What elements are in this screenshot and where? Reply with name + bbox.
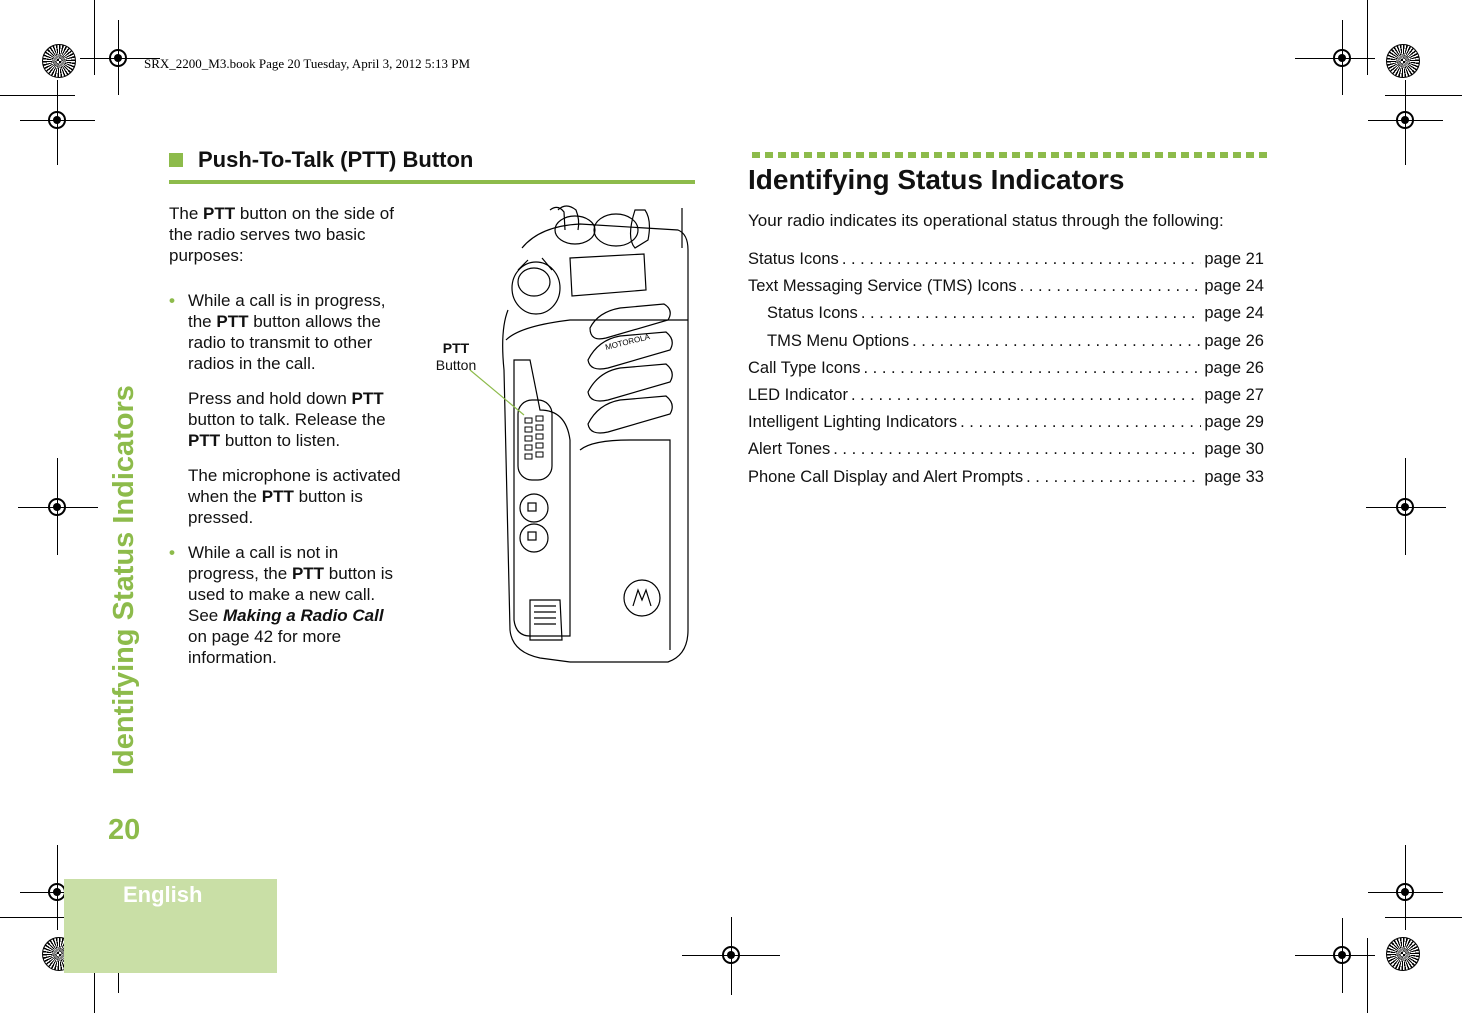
bullet-paragraph: The microphone is activated when the PTT button is pressed. [188, 466, 401, 527]
toc-page: page 26 [1204, 331, 1264, 350]
registration-mark-icon [1333, 946, 1351, 964]
heading-square-icon [169, 153, 183, 167]
toc-entry[interactable] [748, 304, 1264, 331]
toc-leader [833, 440, 1201, 459]
toc-leader [851, 386, 1201, 405]
toc-page: page 26 [1204, 358, 1264, 377]
section-heading-status: Identifying Status Indicators [748, 164, 1125, 195]
radio-illustration [430, 200, 700, 670]
toc-page: page 33 [1204, 467, 1264, 486]
heading-rule [169, 180, 695, 184]
toc-page: page 30 [1204, 440, 1264, 459]
toc-label: Call Type Icons [748, 358, 861, 377]
toc-leader [912, 332, 1201, 351]
starburst-mark-icon [1386, 44, 1420, 78]
registration-mark-icon [109, 49, 127, 67]
section-heading-ptt: Push-To-Talk (PTT) Button [198, 147, 474, 172]
toc-label: TMS Menu Options [767, 331, 910, 350]
bullet-paragraph: While a call is not in progress, the PTT button is used to make a new call. See Making a Radio Call on page 42 for more information. [188, 543, 394, 667]
bullet-paragraph: While a call is in progress, the PTT button allows the radio to transmit to other radios in the call. [188, 291, 386, 373]
toc-label: Alert Tones [748, 440, 831, 459]
toc-entry[interactable] [748, 440, 1264, 467]
cross-reference-link[interactable]: Making a Radio Call [222, 606, 384, 625]
toc-page: page 21 [1204, 250, 1264, 268]
toc-label: LED Indicator [748, 385, 848, 404]
book-slug: SRX_2200_M3.book Page 20 Tuesday, April 3, 2012 5:13 PM [144, 56, 470, 71]
starburst-mark-icon [1386, 937, 1420, 971]
list-item [169, 542, 401, 668]
toc-entry[interactable] [748, 332, 1264, 359]
toc-leader [960, 413, 1201, 432]
registration-mark-icon [48, 498, 66, 516]
ptt-bullet-list [169, 290, 401, 682]
toc-entry[interactable] [748, 386, 1264, 413]
bullet-dot-icon: • [169, 543, 175, 562]
starburst-mark-icon [42, 44, 76, 78]
side-section-title: Identifying Status Indicators [108, 385, 140, 775]
toc-page: page 24 [1204, 304, 1264, 323]
toc-label: Phone Call Display and Alert Prompts [748, 467, 1024, 486]
toc-label: Status Icons [748, 250, 839, 268]
toc-label: Intelligent Lighting Indicators [748, 413, 958, 432]
bullet-dot-icon: • [169, 291, 175, 310]
ptt-button-callout: PTT Button [435, 340, 477, 373]
toc-leader [864, 359, 1202, 378]
language-label: English [123, 882, 203, 907]
toc-entry[interactable] [748, 468, 1264, 495]
page-number: 20 [108, 814, 141, 846]
toc-leader [861, 304, 1202, 323]
toc-page: page 27 [1204, 385, 1264, 404]
registration-mark-icon [1396, 498, 1414, 516]
svg-text:MOTOROLA: MOTOROLA [604, 332, 651, 352]
list-item [169, 290, 401, 528]
toc-entry[interactable] [748, 277, 1264, 304]
registration-mark-icon [1333, 49, 1351, 67]
toc-page: page 24 [1204, 277, 1264, 296]
toc-page: page 29 [1204, 413, 1264, 432]
registration-mark-icon [722, 946, 740, 964]
registration-mark-icon [1396, 883, 1414, 901]
bullet-paragraph: Press and hold down PTT button to talk. Release the PTT button to listen. [188, 389, 386, 450]
toc-entry[interactable] [748, 413, 1264, 440]
registration-mark-icon [1396, 111, 1414, 129]
dashed-rule [752, 152, 1272, 158]
toc-label: Status Icons [767, 304, 858, 323]
status-intro: Your radio indicates its operational status through the following: [748, 211, 1224, 230]
toc-entry[interactable] [748, 250, 1264, 277]
status-toc [748, 250, 1264, 495]
toc-leader [1026, 468, 1201, 487]
toc-leader [842, 250, 1202, 269]
toc-leader [1020, 277, 1202, 296]
registration-mark-icon [48, 111, 66, 129]
toc-entry[interactable] [748, 359, 1264, 386]
ptt-intro-paragraph: The PTT button on the side of the radio serves two basic purposes: [169, 204, 394, 265]
toc-label: Text Messaging Service (TMS) Icons [748, 277, 1017, 296]
